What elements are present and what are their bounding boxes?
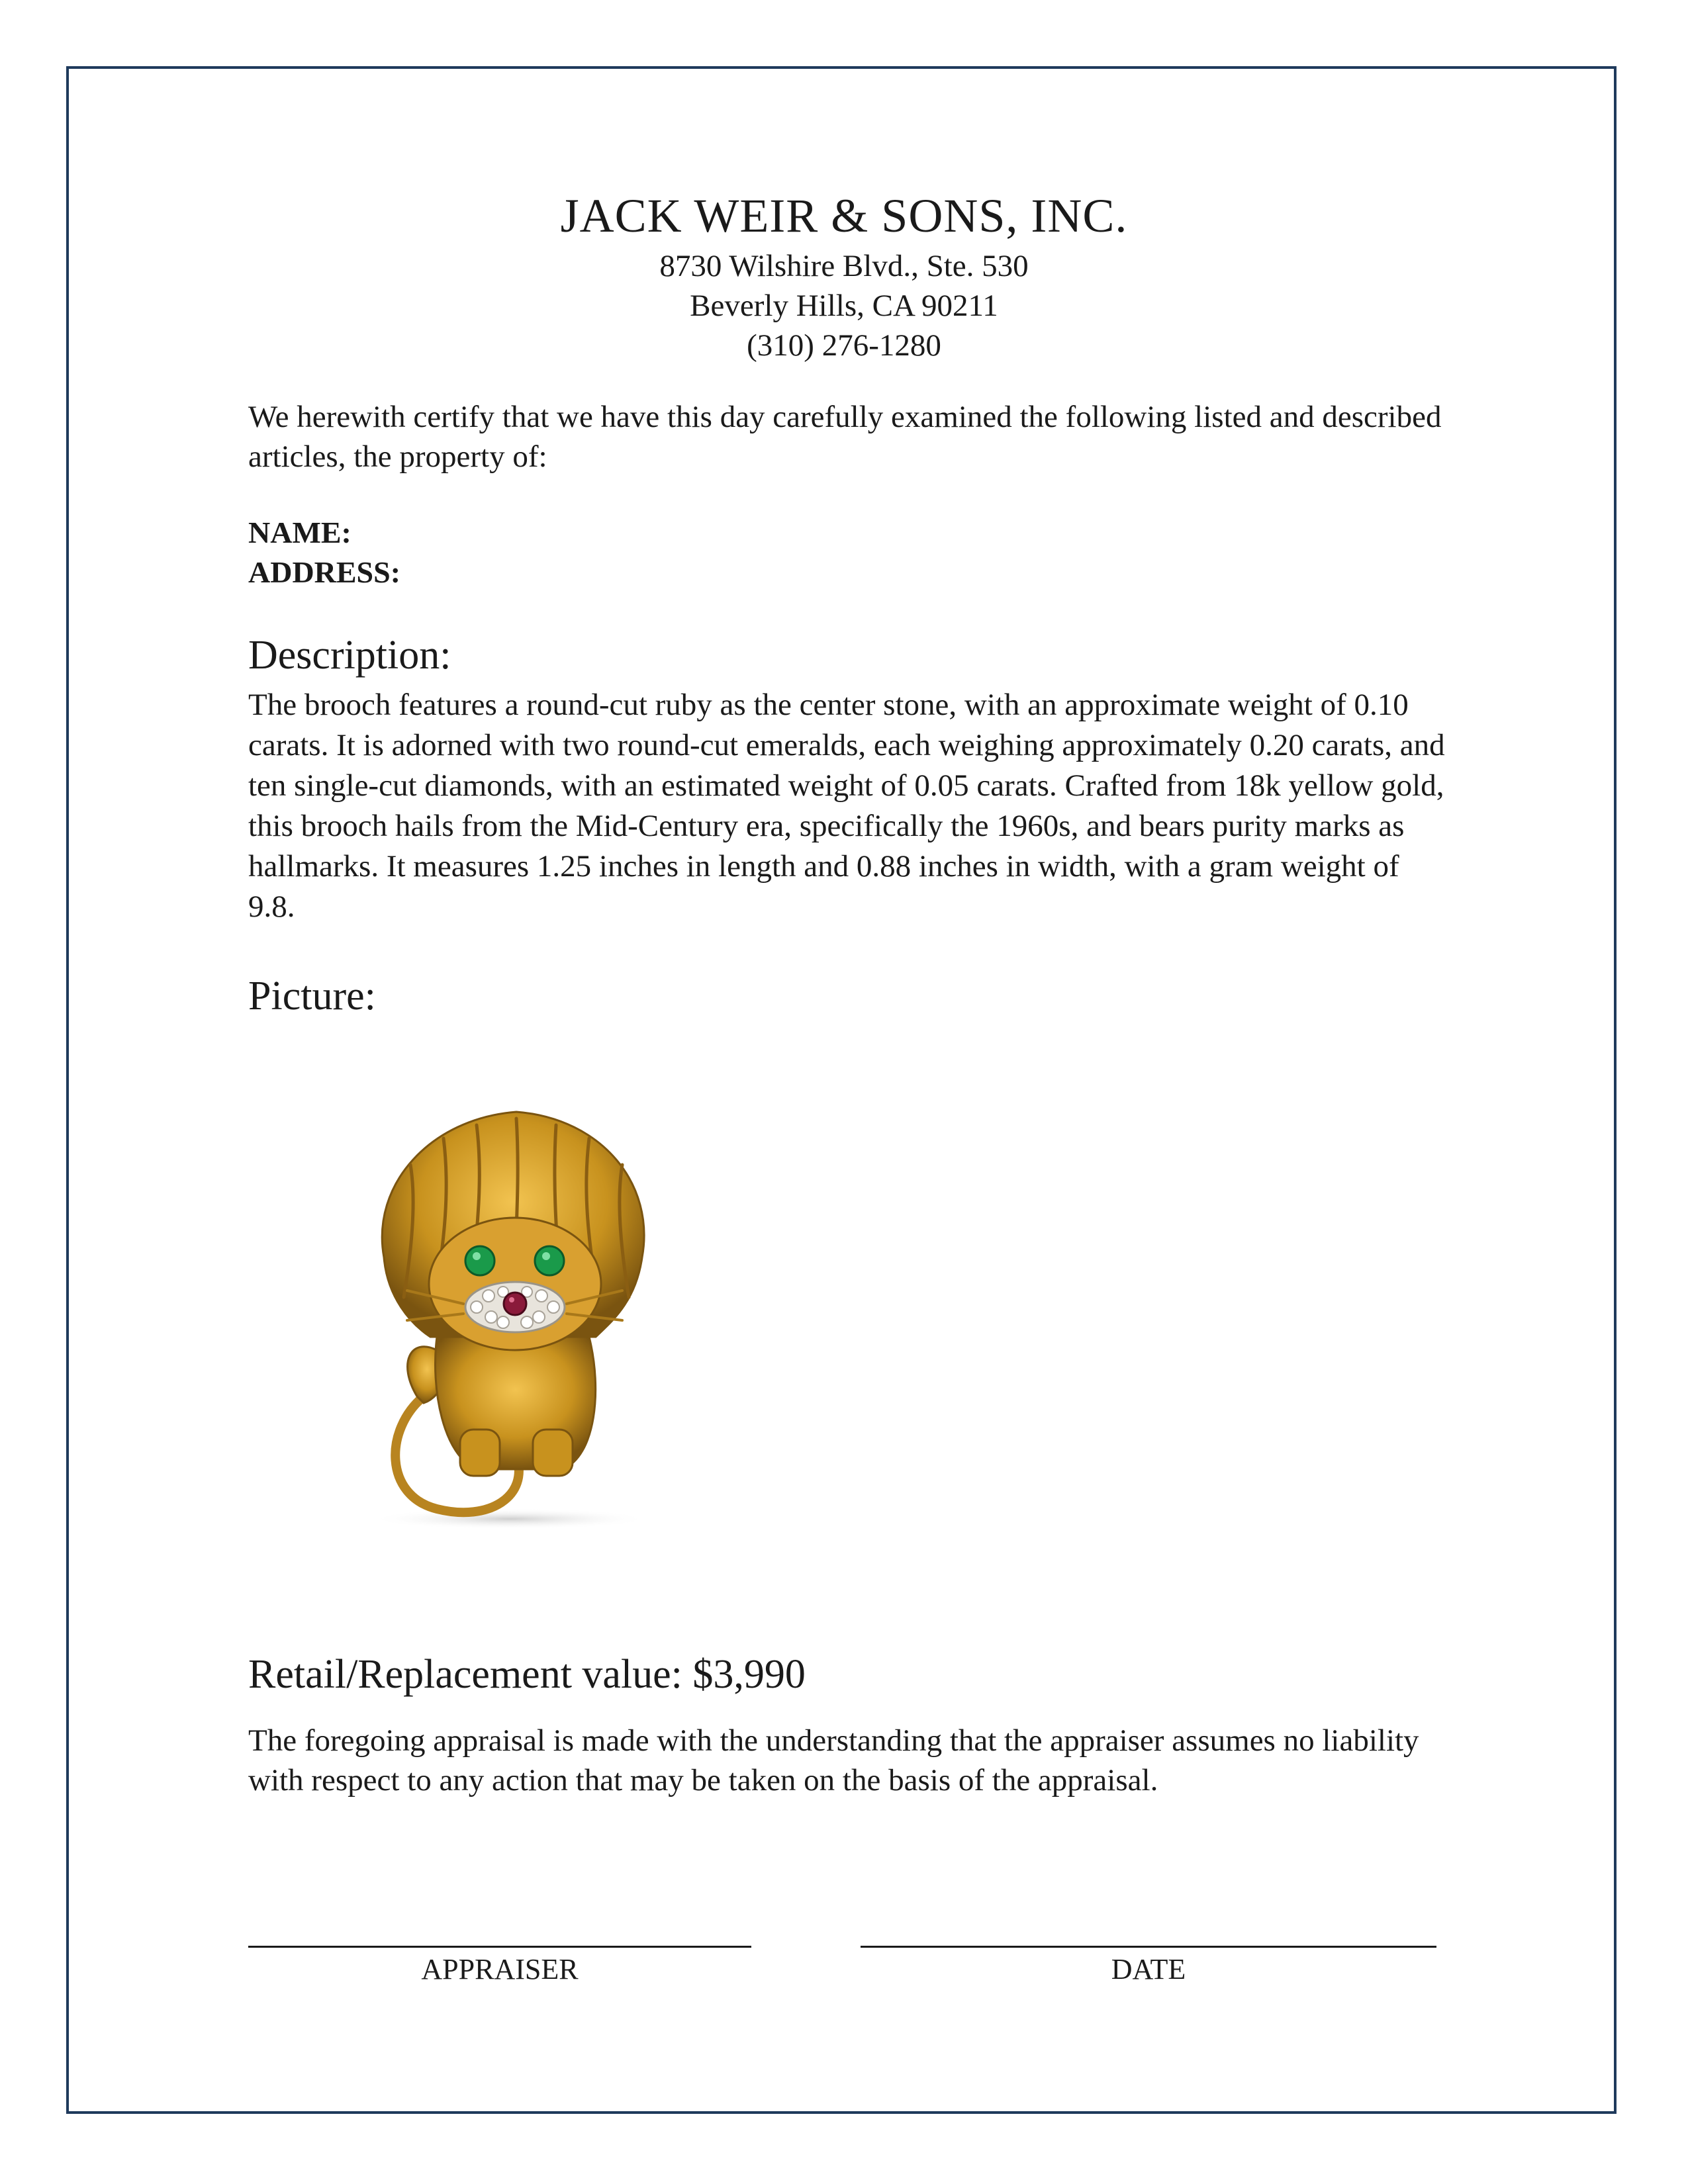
address-label: ADDRESS: (248, 555, 401, 589)
description-heading: Description: (248, 633, 451, 678)
phone-number: (310) 276-1280 (747, 328, 941, 363)
lion-brooch-image (344, 1085, 688, 1549)
address-line-1: 8730 Wilshire Blvd., Ste. 530 (659, 249, 1029, 283)
certification-intro: We herewith certify that we have this day carefully examined the following listed and described articles, the property of: (248, 400, 1442, 474)
retail-value: Retail/Replacement value: $3,990 (248, 1652, 806, 1697)
name-label: NAME: (248, 516, 352, 549)
company-name: JACK WEIR & SONS, INC. (560, 189, 1128, 242)
page-border (66, 66, 1617, 2114)
appraiser-label: APPRAISER (421, 1953, 579, 1985)
address-line-2: Beverly Hills, CA 90211 (690, 289, 998, 323)
picture-heading: Picture: (248, 974, 376, 1019)
appraiser-signature-line (248, 1946, 751, 1948)
description-body: The brooch features a round-cut ruby as the center stone, with an approximate weight of 0.10 carats. It is adorned with two round-cut emeralds, each weighing approximately 0.20 carats, and ten single-cut diamonds, with an estimated weight of 0.05 carats. Crafted from 18k yellow gold, this brooch hails from the Mid-Century era, specifically the 1960s, and bears purity marks as hallmarks. It measures 1.25 inches in length and 0.88 inches in width, with a gram weight of 9.8. (248, 688, 1445, 924)
date-label: DATE (1111, 1953, 1186, 1985)
date-signature-line (861, 1946, 1436, 1948)
appraisal-disclaimer: The foregoing appraisal is made with the understanding that the appraiser assumes no liability with respect to any action that may be taken on the basis of the appraisal. (248, 1723, 1419, 1797)
